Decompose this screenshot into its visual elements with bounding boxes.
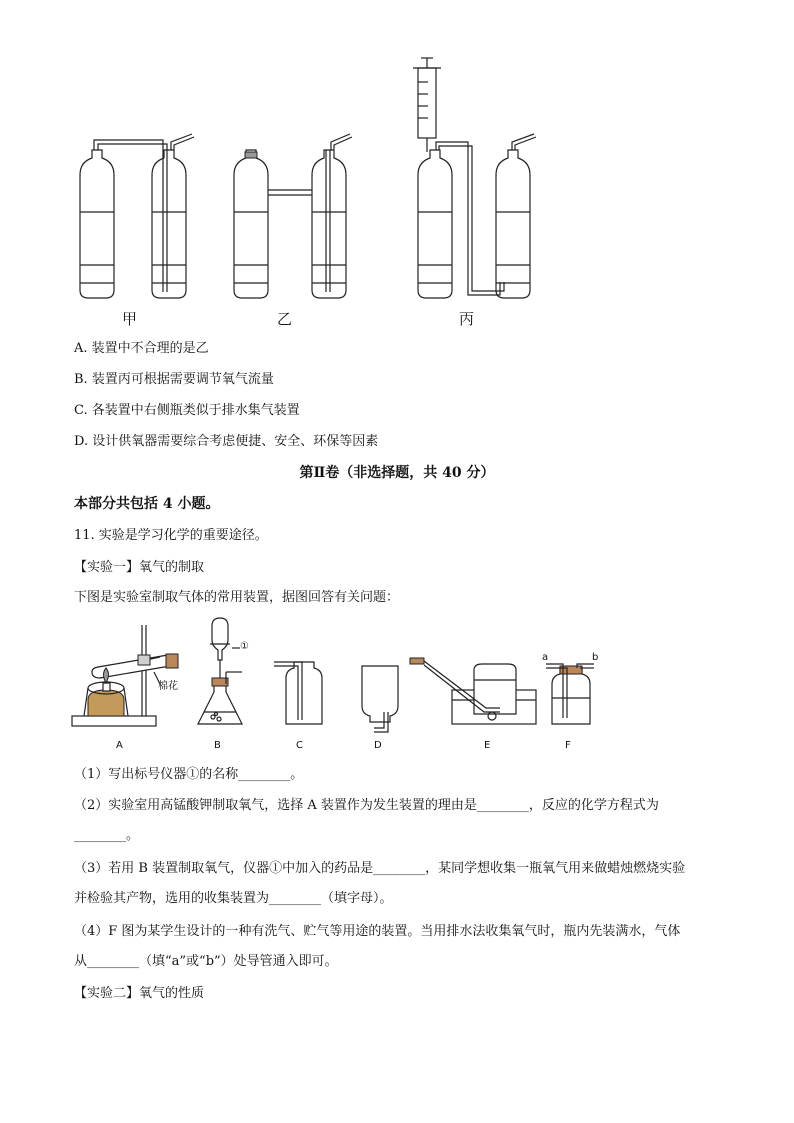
q11-part4-line2: 从________（填“a”或“b”）处导管通入即可。 — [74, 954, 338, 969]
q11-part2-line1: （2）实验室用高锰酸钾制取氧气，选择 A 装置作为发生装置的理由是________，反应的化学方程式为 — [74, 798, 659, 813]
q11-stem: 11. 实验是学习化学的重要途径。 — [74, 528, 268, 543]
apparatus-f — [546, 664, 594, 724]
apparatus-label-a: A — [116, 740, 123, 751]
q11-part4-line1: （4）F 图为某学生设计的一种有洗气、贮气等用途的装置。当用排水法收集氧气时，瓶内先装满水，气体 — [74, 924, 681, 939]
tube-a-label: a — [542, 652, 549, 663]
q11-part1: （1）写出标号仪器①的名称________。 — [74, 767, 304, 782]
apparatus-label-f: F — [565, 740, 571, 751]
apparatus-b — [198, 618, 242, 724]
apparatus-label-c: C — [296, 740, 303, 751]
q11-part2-line2: ________。 — [74, 828, 140, 843]
q11-part3-line2: 并检验其产物，选用的收集装置为________（填字母）。 — [74, 891, 393, 906]
exp2-title: 【实验二】氧气的性质 — [74, 986, 205, 1001]
section-intro: 本部分共包括 4 小题。 — [74, 496, 220, 512]
option-b: B. 装置丙可根据需要调节氧气流量 — [74, 372, 274, 387]
cotton-annotation: 棉花 — [158, 681, 178, 692]
section-title: 第Ⅱ卷（非选择题，共 40 分） — [299, 465, 495, 481]
label-jia: 甲 — [122, 310, 138, 328]
exp1-title: 【实验一】氧气的制取 — [74, 560, 205, 575]
option-d: D. 设计供氧器需要综合考虑便捷、安全、环保等因素 — [74, 434, 379, 449]
circle1-annotation: ① — [240, 641, 249, 652]
apparatus-label-e: E — [484, 740, 491, 751]
exp1-intro: 下图是实验室制取气体的常用装置，据图回答有关问题： — [74, 590, 400, 605]
q11-part3-line1: （3）若用 B 装置制取氧气，仪器①中加入的药品是________，某同学想收集一瓶氧气用来做蜡烛燃烧实验 — [74, 861, 686, 876]
apparatus-e — [410, 658, 536, 724]
option-c: C. 各装置中右侧瓶类似于排水集气装置 — [74, 403, 300, 418]
apparatus-d — [362, 666, 398, 732]
label-yi: 乙 — [277, 310, 293, 328]
tube-b-label: b — [592, 652, 599, 663]
apparatus-label-b: B — [214, 740, 221, 751]
option-a: A. 装置中不合理的是乙 — [74, 341, 209, 356]
apparatus-c — [274, 662, 322, 724]
apparatus-a — [72, 625, 178, 726]
apparatus-label-d: D — [374, 740, 382, 751]
label-bing: 丙 — [459, 310, 475, 328]
